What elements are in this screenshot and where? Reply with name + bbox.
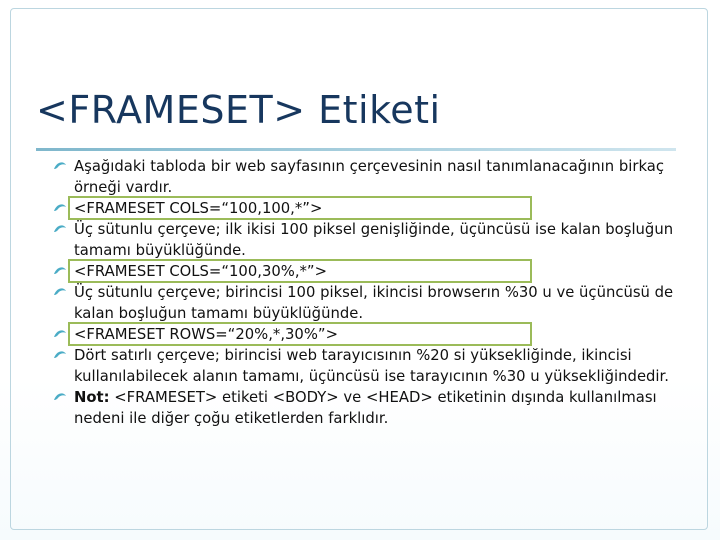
- bullet-text: Aşağıdaki tabloda bir web sayfasının çerçevesinin nasıl tanımlanacağının birkaç örneği vardır.: [74, 158, 664, 196]
- bullet-text: Üç sütunlu çerçeve; ilk ikisi 100 piksel genişliğinde, üçüncüsü ise kalan boşluğun tamamı büyüklüğünde.: [74, 221, 674, 259]
- slide-title: <FRAMESET> Etiketi: [36, 88, 441, 132]
- bullet-text: <FRAMESET COLS=“100,30%,*”>: [74, 263, 327, 280]
- bullet-list: [52, 156, 692, 429]
- bullet-text: <FRAMESET COLS=“100,100,*”>: [74, 200, 323, 217]
- bullet-item: [52, 219, 692, 261]
- swirl-bullet-icon: [52, 348, 68, 362]
- bullet-item: [52, 345, 692, 387]
- bullet-text: Üç sütunlu çerçeve; birincisi 100 piksel, ikincisi browserın %30 u ve üçüncüsü de kalan boşluğun tamamı büyüklüğünde.: [74, 284, 674, 322]
- note-label: Not:: [74, 389, 110, 406]
- highlight-box: [68, 322, 532, 346]
- swirl-bullet-icon: [52, 327, 68, 341]
- bullet-item: [52, 261, 692, 282]
- swirl-bullet-icon: [52, 264, 68, 278]
- bullet-item: [52, 198, 692, 219]
- code-example: [74, 198, 322, 219]
- bullet-item: [52, 387, 692, 429]
- bullet-item: [52, 282, 692, 324]
- swirl-bullet-icon: [52, 285, 68, 299]
- swirl-bullet-icon: [52, 222, 68, 236]
- swirl-bullet-icon: [52, 201, 68, 215]
- highlight-box: [68, 259, 532, 283]
- bullet-text: Dört satırlı çerçeve; birincisi web tarayıcısının %20 si yüksekliğinde, ikincisi kullanılabilecek alanın tamamı, üçüncüsü ise tarayıcının %30 u yüksekliğindedir.: [74, 347, 669, 385]
- bullet-text: <FRAMESET ROWS=“20%,*,30%”>: [74, 326, 338, 343]
- code-example: [74, 324, 338, 345]
- bullet-item: [52, 156, 692, 198]
- highlight-box: [68, 196, 532, 220]
- bullet-item: [52, 324, 692, 345]
- swirl-bullet-icon: [52, 159, 68, 173]
- bullet-text: <FRAMESET> etiketi <BODY> ve <HEAD> etiketinin dışında kullanılması nedeni ile diğer çoğu etiketlerden farklıdır.: [74, 389, 657, 427]
- swirl-bullet-icon: [52, 390, 68, 404]
- title-divider: [36, 148, 676, 151]
- code-example: [74, 261, 327, 282]
